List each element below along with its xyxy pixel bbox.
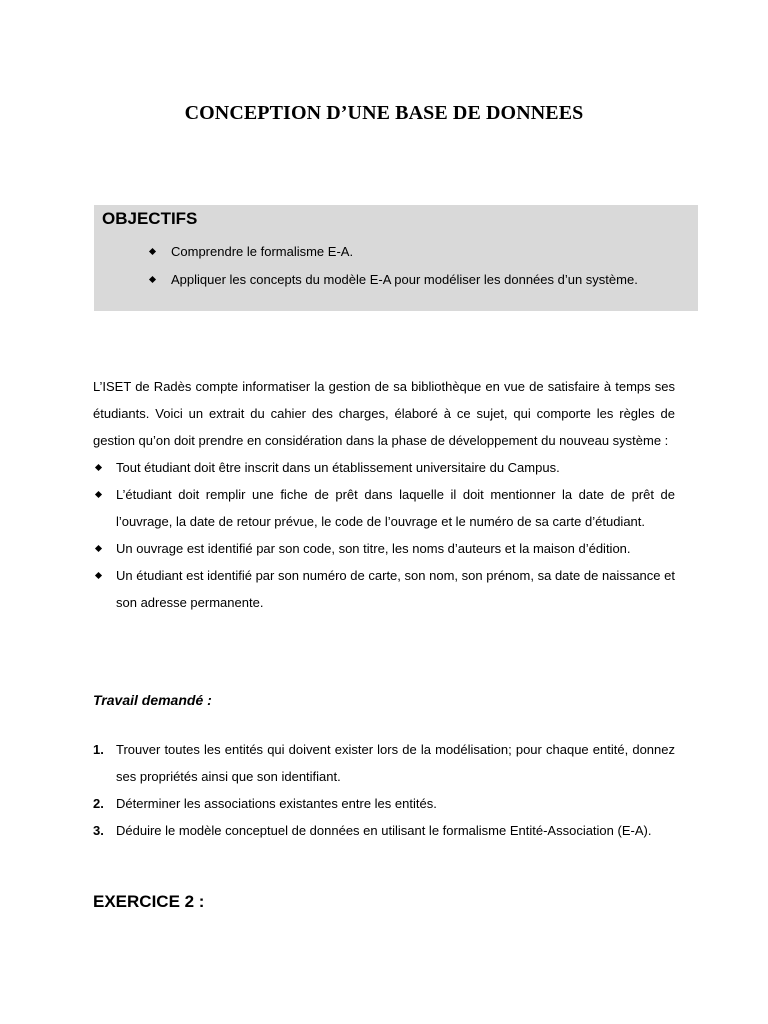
rule-item [93, 481, 675, 535]
intro-paragraph: L’ISET de Radès compte informatiser la gestion de sa bibliothèque en vue de satisfaire à temps ses étudiants. Voici un extrait du cahier des charges, élaboré à ce sujet, qui comporte les règles de gestion qu’on doit prendre en considération dans la phase de développement du nouveau système : [93, 379, 675, 448]
travail-heading: Travail demandé : [93, 692, 212, 708]
task-text: Trouver toutes les entités qui doivent exister lors de la modélisation; pour chaque entité, donnez ses propriétés ainsi que son identifiant. [116, 742, 675, 784]
diamond-bullet-icon [95, 491, 102, 498]
rule-item [93, 535, 675, 562]
document-title: CONCEPTION D’UNE BASE DE DONNEES [184, 102, 584, 124]
rule-item [93, 562, 675, 616]
problem-statement [93, 373, 675, 616]
rule-text: Un ouvrage est identifié par son code, son titre, les noms d’auteurs et la maison d’édition. [116, 541, 631, 556]
tasks-list [93, 736, 675, 844]
rule-text: Tout étudiant doit être inscrit dans un établissement universitaire du Campus. [116, 460, 560, 475]
task-text: Déterminer les associations existantes entre les entités. [116, 796, 437, 811]
objectif-text: Appliquer les concepts du modèle E-A pour modéliser les données d’un système. [171, 272, 638, 287]
objectifs-box [94, 205, 698, 311]
diamond-bullet-icon [95, 545, 102, 552]
task-number: 3. [93, 823, 104, 838]
task-item [93, 790, 675, 817]
diamond-bullet-icon [149, 276, 156, 283]
diamond-bullet-icon [95, 572, 102, 579]
rule-text: Un étudiant est identifié par son numéro de carte, son nom, son prénom, sa date de naissance et son adresse permanente. [116, 568, 675, 610]
rule-item [93, 454, 675, 481]
objectifs-list [150, 243, 638, 299]
exercice-heading: EXERCICE 2 : [93, 892, 205, 911]
diamond-bullet-icon [149, 248, 156, 255]
task-item [93, 817, 675, 844]
task-item [93, 736, 675, 790]
task-number: 1. [93, 742, 104, 757]
objectifs-heading: OBJECTIFS [102, 209, 198, 228]
rule-text: L’étudiant doit remplir une fiche de prêt dans laquelle il doit mentionner la date de prêt de l’ouvrage, la date de retour prévue, le code de l’ouvrage et le numéro de sa carte d’étudiant. [116, 487, 675, 529]
task-number: 2. [93, 796, 104, 811]
objectif-item [150, 243, 638, 271]
rules-list [93, 454, 675, 616]
diamond-bullet-icon [95, 464, 102, 471]
objectif-text: Comprendre le formalisme E-A. [171, 244, 354, 259]
objectif-item [150, 271, 638, 299]
task-text: Déduire le modèle conceptuel de données en utilisant le formalisme Entité-Association (E-A). [116, 823, 652, 838]
